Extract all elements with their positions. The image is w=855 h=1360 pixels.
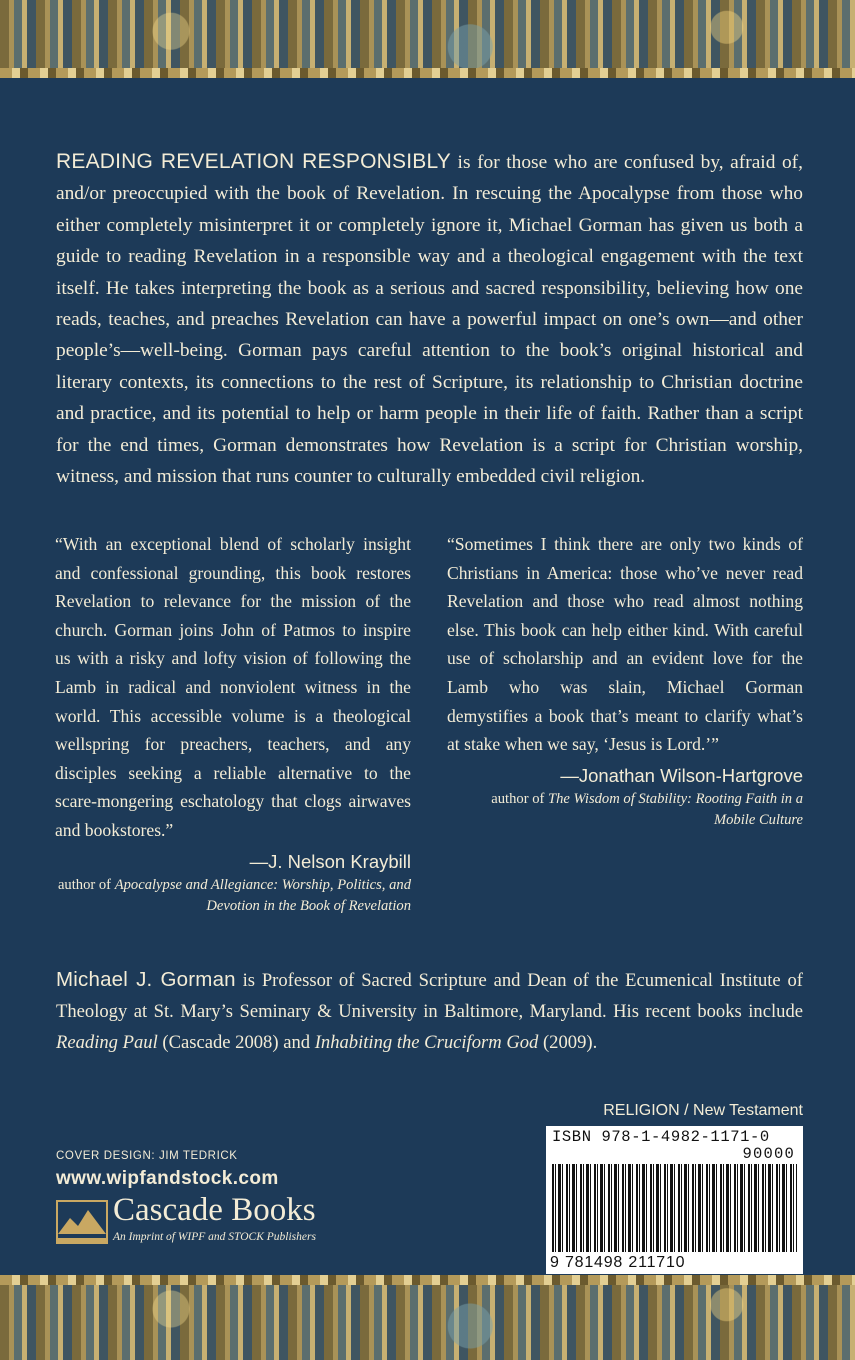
publisher-website: www.wipfandstock.com — [56, 1168, 279, 1189]
description-text: is for those who are confused by, afraid of, and/or preoccupied with the book of Revelation. In rescuing the Apocalypse from those who either completely misinterpret it or completely ignore it, Michael Gorman has given us both a guide to reading Revelation in a responsible way and a theological engagement with the text itself. He takes interpreting the book as a serious and sacred responsibility, believing how one reads, teaches, and preaches Revelation can have a powerful impact on one’s own—and other people’s—well-being. Gorman pays careful attention to the book’s original historical and literary contexts, its connections to the rest of Scripture, its relationship to Christian doctrine and practice, and its potential to help or harm people in their life of faith. Rather than a script for the end times, Gorman demonstrates how Revelation is a script for Christian worship, witness, and mission that runs counter to culturally embedded civil religion. — [56, 152, 803, 488]
barcode-bars — [552, 1164, 797, 1252]
endorser-credit — [447, 789, 803, 831]
credit-prefix: author of — [491, 790, 549, 807]
credit-book-title: The Wisdom of Stability: Rooting Faith in a Mobile Culture — [548, 790, 803, 828]
endorsement-quote: “With an exceptional blend of scholarly insight and confessional grounding, this book restores Revelation to relevance for the mission of the church. Gorman joins John of Patmos to inspire us with a risky and lofty vision of following the Lamb in radical and nonviolent witness in the world. This accessible volume is a theological wellspring for preachers, teachers, and any disciples seeking a reliable alternative to the scare-mongering eschatology that clogs airwaves and bookstores.” — [55, 534, 411, 840]
book-description — [56, 146, 803, 492]
endorser-name: —J. Nelson Kraybill — [249, 850, 411, 872]
bottom-mosaic-border — [0, 1275, 855, 1360]
endorsement-kraybill — [55, 530, 411, 917]
endorsement-quote: “Sometimes I think there are only two kinds of Christians in America: those who’ve never read Revelation and those who read almost nothing else. This book can help either kind. With careful use of scholarship and an evident love for the Lamb who was slain, Michael Gorman demystifies a book that’s meant to clarify what’s at stake when we say, ‘Jesus is Lord.’” — [447, 534, 803, 755]
bio-text: (Cascade 2008) and — [157, 1032, 315, 1053]
mountain-logo-icon — [56, 1200, 108, 1244]
subject-category: RELIGION / New Testament — [603, 1102, 803, 1119]
author-name: Michael J. Gorman — [56, 968, 236, 991]
top-mosaic-border — [0, 0, 855, 78]
endorsement-wilson-hartgrove — [447, 530, 803, 831]
cover-design-credit: COVER DESIGN: JIM TEDRICK — [56, 1150, 238, 1162]
isbn-barcode — [546, 1126, 803, 1274]
ean-digits: 9 781498 211710 — [550, 1254, 686, 1271]
bio-book-title: Reading Paul — [56, 1032, 158, 1053]
publisher-logo — [56, 1192, 366, 1250]
publisher-name: Cascade Books — [113, 1192, 316, 1228]
isbn-label: ISBN 978-1-4982-1171-0 — [552, 1128, 770, 1146]
credit-book-title: Apocalypse and Allegiance: Worship, Politics, and Devotion in the Book of Revelation — [114, 876, 411, 914]
bio-text: is Professor of Sacred Scripture and Dean of the Ecumenical Institute of Theology at St. Mary’s Seminary & University in Baltimore, Maryland. His recent books include — [56, 970, 803, 1022]
publisher-tagline: An Imprint of WIPF and STOCK Publishers — [113, 1231, 316, 1243]
bio-book-title: Inhabiting the Cruciform God — [314, 1032, 539, 1053]
bio-text: (2009). — [538, 1032, 598, 1053]
endorser-credit — [55, 875, 411, 917]
book-title-lead: READING REVELATION RESPONSIBLY — [56, 150, 451, 173]
price-code: 90000 — [742, 1145, 795, 1163]
endorser-name: —Jonathan Wilson-Hartgrove — [560, 764, 803, 786]
credit-prefix: author of — [57, 876, 115, 893]
author-bio — [56, 964, 803, 1058]
